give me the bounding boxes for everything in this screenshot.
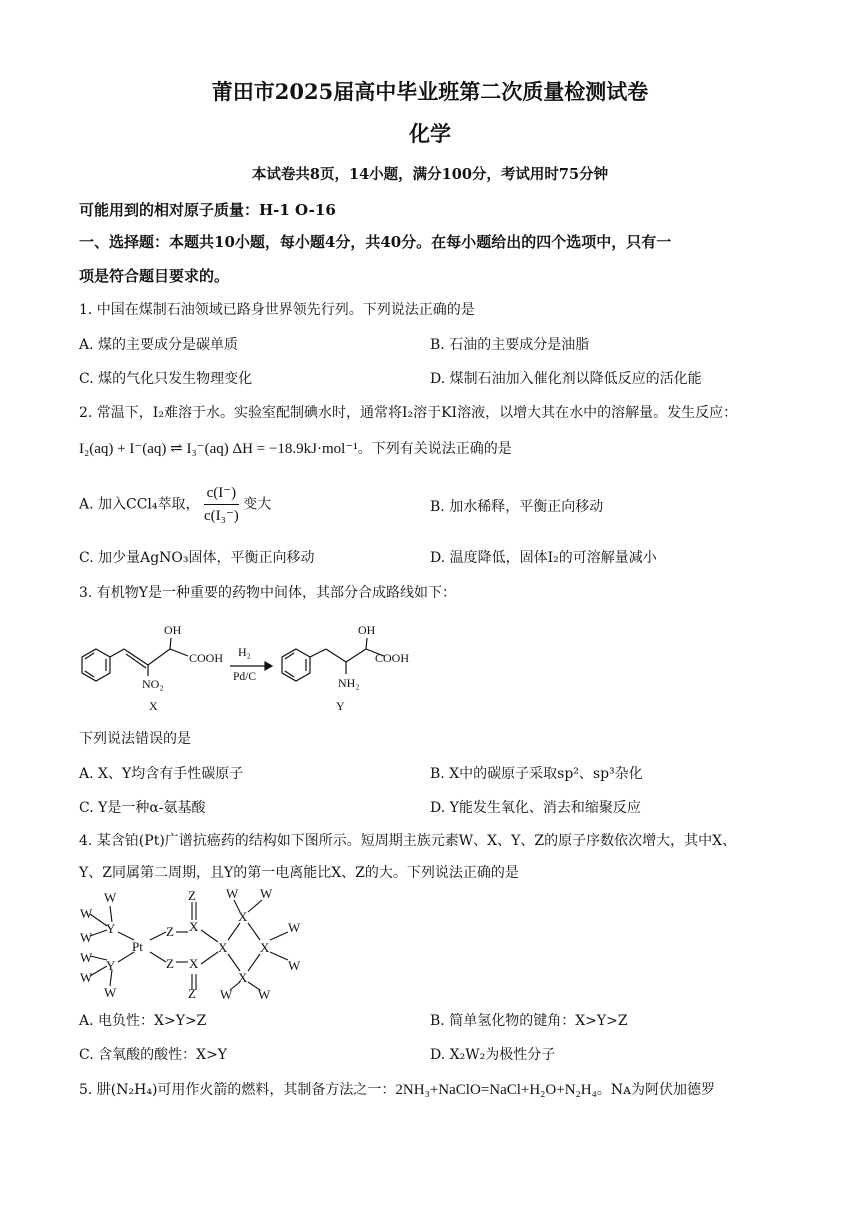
atom-z: Z xyxy=(166,924,174,939)
q4-option-a: A. 电负性：X>Y>Z xyxy=(79,1013,207,1029)
exam-title: 莆田市2025届高中毕业班第二次质量检测试卷 xyxy=(211,79,649,104)
q2-option-a-suffix: 变大 xyxy=(243,496,272,513)
q2-stem-line1: 2. 常温下，I₂难溶于水。实验室配制碘水时，通常将I₂溶于KI溶液，以增大其在水中的溶解量。发生反应： xyxy=(79,405,738,421)
atom-y: Y xyxy=(106,921,116,936)
q3-option-a: A. X、Y均含有手性碳原子 xyxy=(79,766,244,782)
q2-option-a-prefix: A. 加入CCl₄萃取， xyxy=(79,496,200,513)
reagent-catalyst-label: Pd/C xyxy=(233,671,257,683)
atomic-mass-note: 可能用到的相对原子质量：H-1 O-16 xyxy=(79,201,336,219)
x-no2-label: NO₂ xyxy=(142,677,164,691)
y-cooh-label: COOH xyxy=(375,651,410,665)
atom-x: X xyxy=(238,970,248,985)
q1-option-a: A. 煤的主要成分是碳单质 xyxy=(79,337,239,353)
q2-option-a xyxy=(79,484,271,525)
q4-option-c: C. 含氧酸的酸性：X>Y xyxy=(79,1047,228,1063)
q2-fraction xyxy=(204,484,239,525)
q1-stem: 1. 中国在煤制石油领域已路身世界领先行列。下列说法正确的是 xyxy=(79,302,475,318)
q1-option-d: D. 煤制石油加入催化剂以降低反应的活化能 xyxy=(430,371,702,387)
atom-z: Z xyxy=(166,956,174,971)
q4-option-b: B. 简单氢化物的键角：X>Y>Z xyxy=(430,1013,628,1029)
q3-option-d: D. Y能发生氧化、消去和缩聚反应 xyxy=(430,800,641,816)
q2-fraction-numerator: c(I⁻) xyxy=(204,484,239,505)
x-oh-label: OH xyxy=(164,623,182,637)
atom-w: W xyxy=(80,906,93,921)
q5-equation: 2NH₃+NaClO=NaCl+H₂O+N₂H₄ xyxy=(395,1082,597,1098)
q4-stem-line1: 4. 某含铂(Pt)广谱抗癌药的结构如下图所示。短周期主族元素W、X、Y、Z的原子序数依次增大，其中X、 xyxy=(79,833,737,849)
q3-prompt: 下列说法错误的是 xyxy=(79,731,191,747)
q5-stem-prefix: 5. 肼(N₂H₄)可用作火箭的燃料，其制备方法之一： xyxy=(79,1082,396,1098)
q5-stem-suffix: 。Nᴀ为阿伏加德罗 xyxy=(596,1082,716,1098)
q3-reaction-scheme xyxy=(70,612,430,720)
atom-w: W xyxy=(80,970,93,985)
atom-w: W xyxy=(104,985,117,1000)
atom-w: W xyxy=(258,987,271,1002)
q2-equation: I₂(aq) + I⁻(aq) ⇌ I₃⁻(aq) ΔH = −18.9kJ·mol⁻¹ xyxy=(79,441,358,457)
atom-w: W xyxy=(220,987,233,1002)
q3-stem: 3. 有机物Y是一种重要的药物中间体，其部分合成路线如下： xyxy=(79,585,457,601)
q2-option-d: D. 温度降低，固体I₂的可溶解量减小 xyxy=(430,550,657,566)
y-nh2-label: NH₂ xyxy=(338,676,360,690)
q3-option-c: C. Y是一种α-氨基酸 xyxy=(79,800,206,816)
subject-title: 化学 xyxy=(409,121,451,146)
atom-z: Z xyxy=(188,986,196,1001)
atom-z: Z xyxy=(188,888,196,903)
q1-option-c: C. 煤的气化只发生物理变化 xyxy=(79,371,253,387)
platinum-atom: Pt xyxy=(132,939,143,954)
compound-y-label: Y xyxy=(336,699,345,713)
atom-x: X xyxy=(189,919,199,934)
q3-option-b: B. X中的碳原子采取sp²、sp³杂化 xyxy=(430,766,643,782)
atom-w: W xyxy=(80,950,93,965)
atom-w: W xyxy=(226,886,239,901)
atom-w: W xyxy=(288,958,301,973)
atom-x: X xyxy=(189,956,199,971)
exam-info: 本试卷共8页，14小题，满分100分，考试用时75分钟 xyxy=(251,166,609,183)
atom-x: X xyxy=(238,909,248,924)
compound-x-label: X xyxy=(149,699,158,713)
q4-stem-line2: Y、Z同属第二周期，且Y的第一电离能比X、Z的大。下列说法正确的是 xyxy=(79,865,519,881)
q2-fraction-denominator: c(I₃⁻) xyxy=(203,508,239,524)
atom-w: W xyxy=(260,886,273,901)
atom-x: X xyxy=(260,940,270,955)
x-cooh-label: COOH xyxy=(189,651,224,665)
q4-option-d: D. X₂W₂为极性分子 xyxy=(430,1047,556,1063)
section-heading-line2: 项是符合题目要求的。 xyxy=(79,267,230,285)
q1-option-b: B. 石油的主要成分是油脂 xyxy=(430,337,590,353)
q5-stem xyxy=(79,1079,715,1099)
q4-pt-structure xyxy=(70,886,320,1002)
atom-w: W xyxy=(288,920,301,935)
atom-w: W xyxy=(104,890,117,905)
q2-stem-tail: 。下列有关说法正确的是 xyxy=(357,441,512,457)
atom-x: X xyxy=(218,940,228,955)
section-heading-line1: 一、选择题：本题共10小题，每小题4分，共40分。在每小题给出的四个选项中，只有一 xyxy=(79,233,672,251)
q2-option-b: B. 加水稀释，平衡正向移动 xyxy=(430,499,604,515)
q2-option-c: C. 加少量AgNO₃固体，平衡正向移动 xyxy=(79,550,315,566)
q2-equation-line xyxy=(79,438,512,458)
atom-y: Y xyxy=(106,958,116,973)
reagent-h2-label: H₂ xyxy=(238,645,251,659)
atom-w: W xyxy=(80,930,93,945)
y-oh-label: OH xyxy=(358,623,376,637)
